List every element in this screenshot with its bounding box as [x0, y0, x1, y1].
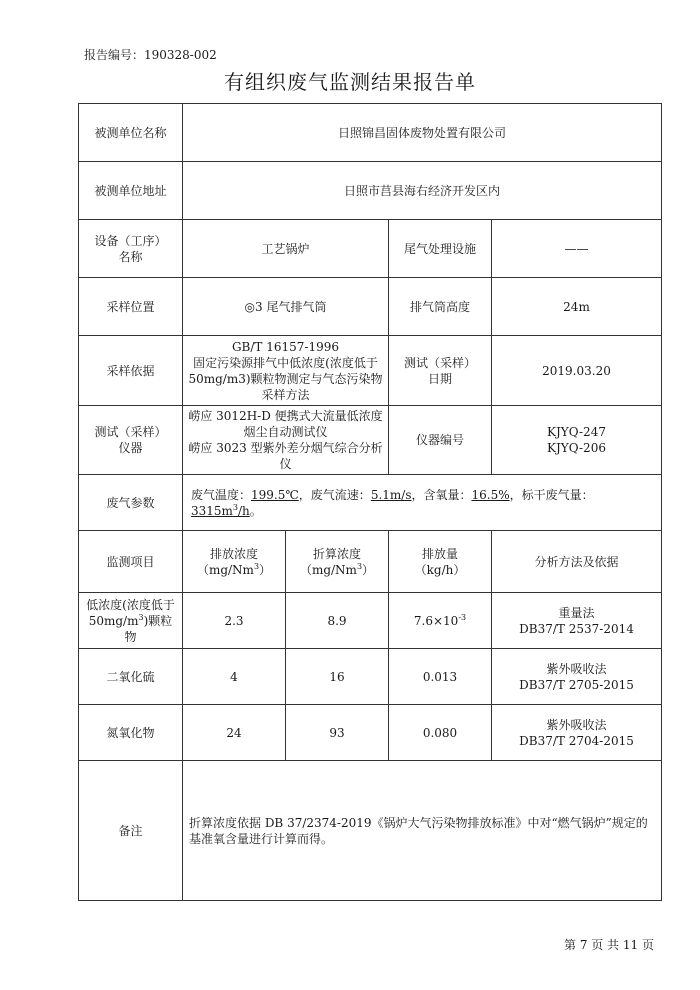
test-date-label	[389, 336, 492, 406]
equipment-label	[79, 220, 183, 278]
item-line2-suffix: )颗粒物	[124, 613, 173, 644]
remarks-value: 折算浓度依据 DB 37/2374-2019《锅炉大气污染物排放标准》中对“燃气锅炉”规定的基准氧含量进行计算而得。	[183, 761, 662, 901]
instrument-no-2: KJYQ-206	[547, 441, 606, 455]
method-standard: DB37/T 2537-2014	[519, 621, 634, 636]
row-equipment	[79, 220, 662, 278]
item-line1: 低浓度(浓度低于	[86, 597, 175, 612]
dry-flow-label: ，标干废气量：	[509, 487, 594, 502]
emission-conc-cell: 2.3	[183, 593, 286, 649]
sampling-position-value: ◎3 尾气排气筒	[183, 278, 389, 336]
header-emission-conc-unit	[187, 562, 281, 578]
gas-params-value	[183, 475, 662, 531]
row-remarks	[79, 761, 662, 901]
header-converted-conc-title: 折算浓度	[312, 546, 361, 561]
emission-rate-cell: 0.013	[389, 649, 492, 705]
oxygen-label: ，含氧量：	[411, 487, 472, 502]
instrument-label-line2: 仪器	[118, 441, 143, 455]
oxygen-value: 16.5%	[471, 487, 510, 502]
row-gas-params	[79, 475, 662, 531]
gas-params-end: 。	[249, 503, 262, 518]
page-title: 有组织废气监测结果报告单	[224, 70, 476, 94]
sampling-basis-label: 采样依据	[79, 336, 183, 406]
unit-close: ）	[362, 562, 375, 577]
remarks-label: 备注	[79, 761, 183, 901]
method-name: 紫外吸收法	[546, 717, 607, 732]
emission-rate-cell	[389, 593, 492, 649]
table-row	[79, 705, 662, 761]
test-date-value: 2019.03.20	[492, 336, 662, 406]
exhaust-treatment-value: ——	[492, 220, 662, 278]
stack-height-value: 24m	[492, 278, 662, 336]
header-emission-rate	[389, 531, 492, 593]
item-line2-text: 50mg/m	[88, 613, 139, 628]
instrument-value	[183, 406, 389, 475]
gas-temp-value: 199.5℃	[251, 487, 299, 502]
unit-text: （mg/Nm	[196, 562, 254, 577]
equipment-label-line2: 名称	[118, 249, 143, 264]
header-item: 监测项目	[79, 531, 183, 593]
page-number: 第 7 页 共 11 页	[564, 938, 654, 952]
row-sampling-basis	[79, 336, 662, 406]
monitoring-report-table	[78, 103, 662, 901]
converted-conc-cell: 16	[286, 649, 389, 705]
instrument-no-value	[492, 406, 662, 475]
unit-superscript: 3	[356, 561, 363, 571]
header-emission-conc	[183, 531, 286, 593]
gas-flow-label: ，废气流速：	[298, 487, 371, 502]
instrument-label	[79, 406, 183, 475]
sampling-position-label: 采样位置	[79, 278, 183, 336]
unit-name-value: 日照锦昌固体废物处置有限公司	[183, 104, 662, 162]
unit-text: （mg/Nm	[299, 562, 357, 577]
sampling-basis-value	[183, 336, 389, 406]
gas-flow-value: 5.1m/s	[370, 487, 412, 502]
test-date-label-line2: 日期	[427, 371, 452, 386]
unit-close: ）	[259, 562, 272, 577]
method-cell	[492, 649, 662, 705]
test-date-label-line1: 测试（采样）	[403, 355, 476, 370]
converted-conc-cell: 8.9	[286, 593, 389, 649]
method-standard: DB37/T 2705-2015	[519, 677, 634, 692]
report-number: 报告编号：190328-002	[84, 48, 217, 62]
unit-address-value: 日照市莒县海右经济开发区内	[183, 162, 662, 220]
row-unit-name	[79, 104, 662, 162]
instrument-no-1: KJYQ-247	[547, 425, 606, 439]
instrument-no-label: 仪器编号	[389, 406, 492, 475]
gas-params-label: 废气参数	[79, 475, 183, 531]
method-name: 紫外吸收法	[546, 661, 607, 676]
unit-superscript: 3	[253, 561, 260, 571]
equipment-value: 工艺锅炉	[183, 220, 389, 278]
sampling-basis-description: 固定污染源排气中低浓度(浓度低于50mg/m3)颗粒物测定与气态污染物采样方法	[188, 355, 383, 402]
method-name: 重量法	[558, 605, 595, 620]
row-unit-address	[79, 162, 662, 220]
row-headers	[79, 531, 662, 593]
emission-rate-exponent: -3	[458, 612, 467, 622]
instrument-line1: 崂应 3012H-D 便携式大流量低浓度烟尘自动测试仪	[188, 409, 383, 439]
unit-name-label: 被测单位名称	[79, 104, 183, 162]
unit-address-label: 被测单位地址	[79, 162, 183, 220]
emission-rate-base: 7.6×10	[413, 613, 459, 628]
emission-conc-cell: 24	[183, 705, 286, 761]
emission-conc-cell: 4	[183, 649, 286, 705]
stack-height-label: 排气筒高度	[389, 278, 492, 336]
dry-flow-unit: /h	[238, 503, 250, 518]
header-emission-conc-title: 排放浓度	[209, 546, 258, 561]
table-row	[79, 649, 662, 705]
equipment-label-line1: 设备（工序）	[94, 233, 167, 248]
row-sampling-position	[79, 278, 662, 336]
instrument-line2: 崂应 3023 型紫外差分烟气综合分析仪	[188, 441, 383, 471]
header-emission-rate-title: 排放量	[421, 546, 458, 561]
item-nitrogen-oxides: 氮氧化物	[79, 705, 183, 761]
emission-rate-cell: 0.080	[389, 705, 492, 761]
item-particulate	[79, 593, 183, 649]
header-method: 分析方法及依据	[492, 531, 662, 593]
dry-flow-value	[191, 504, 250, 518]
item-superscript: 3	[138, 612, 144, 622]
item-line2	[83, 613, 178, 645]
header-converted-conc-unit	[290, 562, 384, 578]
item-sulfur-dioxide: 二氧化硫	[79, 649, 183, 705]
exhaust-treatment-label: 尾气处理设施	[389, 220, 492, 278]
sampling-basis-standard: GB/T 16157-1996	[231, 339, 340, 354]
header-converted-conc	[286, 531, 389, 593]
method-cell	[492, 705, 662, 761]
method-standard: DB37/T 2704-2015	[519, 733, 634, 748]
row-instrument	[79, 406, 662, 475]
header-emission-rate-unit: （kg/h）	[414, 562, 466, 577]
converted-conc-cell: 93	[286, 705, 389, 761]
instrument-label-line1: 测试（采样）	[94, 425, 167, 439]
method-cell	[492, 593, 662, 649]
dry-flow-number: 3315m	[191, 503, 233, 518]
gas-temp-label: 废气温度：	[191, 487, 252, 502]
table-row	[79, 593, 662, 649]
dry-flow-superscript: 3	[232, 502, 239, 512]
